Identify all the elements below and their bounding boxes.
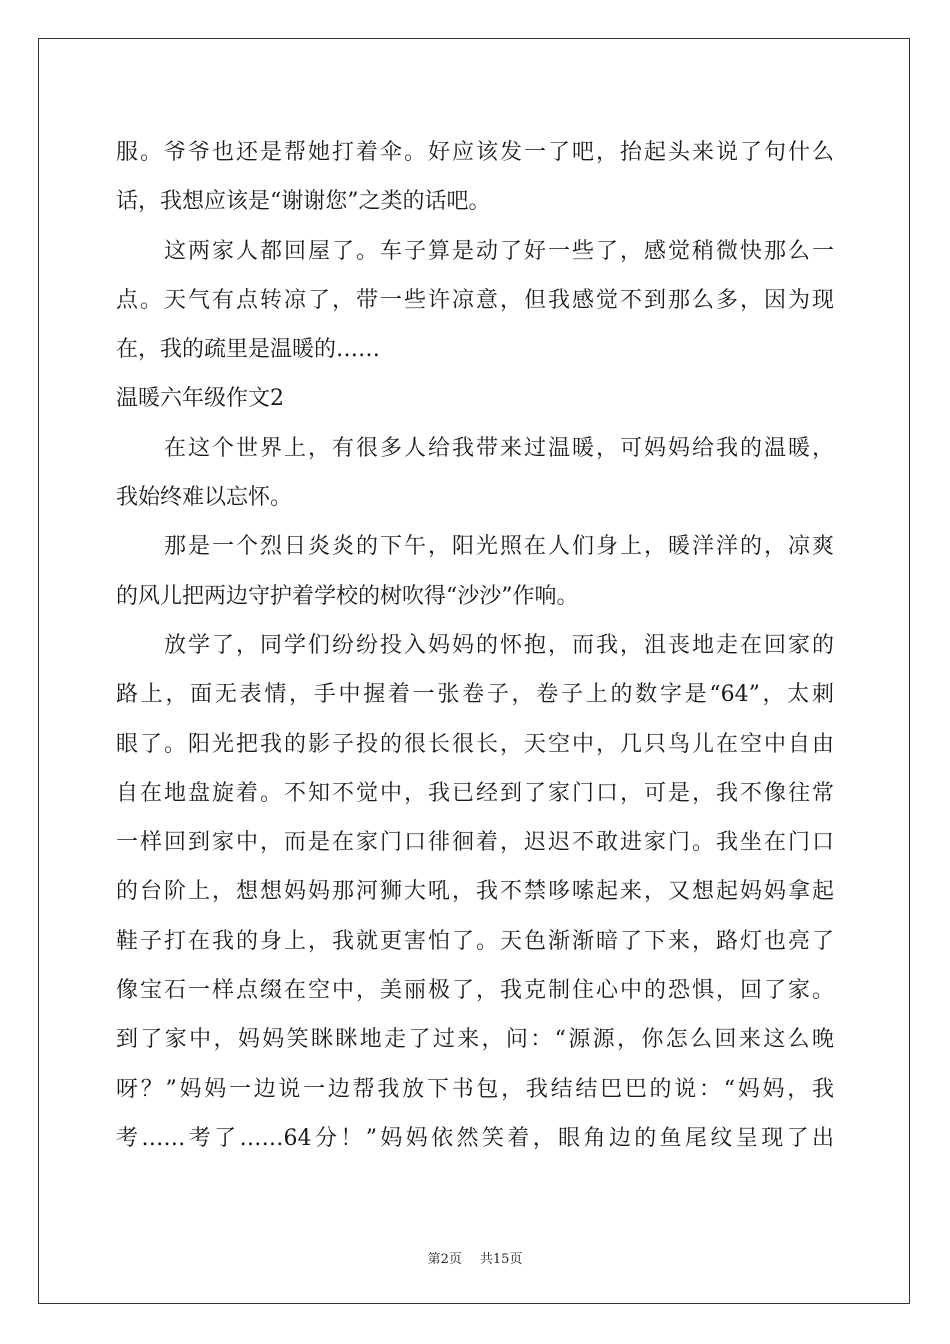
- text-line: 的台阶上，想想妈妈那河狮大吼，我不禁哆嗦起来，又想起妈妈拿起: [116, 879, 834, 905]
- text-line: 点。天气有点转凉了，带一些许凉意，但我感觉不到那么多，因为现: [116, 287, 834, 313]
- text-line: 眼了。阳光把我的影子投的很长很长，天空中，几只鸟儿在空中自由: [116, 731, 834, 757]
- text-line: 路上，面无表情，手中握着一张卷子，卷子上的数字是“64”，太刺: [116, 682, 834, 708]
- text-line: 在这个世界上，有很多人给我带来过温暖，可妈妈给我的温暖，: [164, 435, 834, 461]
- text-line: 放学了，同学们纷纷投入妈妈的怀抱，而我，沮丧地走在回家的: [164, 632, 834, 658]
- text-line: 自在地盘旋着。不知不觉中，我已经到了家门口，可是，我不像往常: [116, 780, 834, 806]
- page-footer: [0, 1248, 950, 1267]
- text-line: 在，我的疏里是温暖的……: [116, 337, 381, 363]
- text-line: 鞋子打在我的身上，我就更害怕了。天色渐渐暗了下来，路灯也亮了: [116, 928, 834, 954]
- text-line: 的风儿把两边守护着学校的树吹得“沙沙”作响。: [116, 583, 579, 609]
- text-line: 我始终难以忘怀。: [116, 485, 293, 511]
- text-line: 这两家人都回屋了。车子算是动了好一些了，感觉稍微快那么一: [164, 238, 834, 264]
- text-line: 温暖六年级作文2: [116, 386, 284, 412]
- document-body: [116, 128, 834, 1163]
- page-total: 共15页: [479, 1252, 523, 1267]
- text-line: 一样回到家中，而是在家门口徘徊着，迟迟不敢进家门。我坐在门口: [116, 830, 834, 856]
- text-line: 考……考了……64分！”妈妈依然笑着，眼角边的鱼尾纹呈现了出: [116, 1125, 834, 1151]
- text-line: 像宝石一样点缀在空中，美丽极了，我克制住心中的恐惧，回了家。: [116, 978, 834, 1004]
- text-line: 话，我想应该是“谢谢您”之类的话吧。: [116, 189, 491, 215]
- text-line: 服。爷爷也还是帮她打着伞。好应该发一了吧，抬起头来说了句什么: [116, 140, 834, 165]
- text-line: 呀？”妈妈一边说一边帮我放下书包，我结结巴巴的说：“妈妈，我: [116, 1076, 834, 1102]
- text-line: 那是一个烈日炎炎的下午，阳光照在人们身上，暖洋洋的，凉爽: [164, 534, 834, 560]
- text-line: 到了家中，妈妈笑眯眯地走了过来，问：“源源，你怎么回来这么晚: [116, 1027, 834, 1053]
- page-number: 第2页: [427, 1252, 462, 1267]
